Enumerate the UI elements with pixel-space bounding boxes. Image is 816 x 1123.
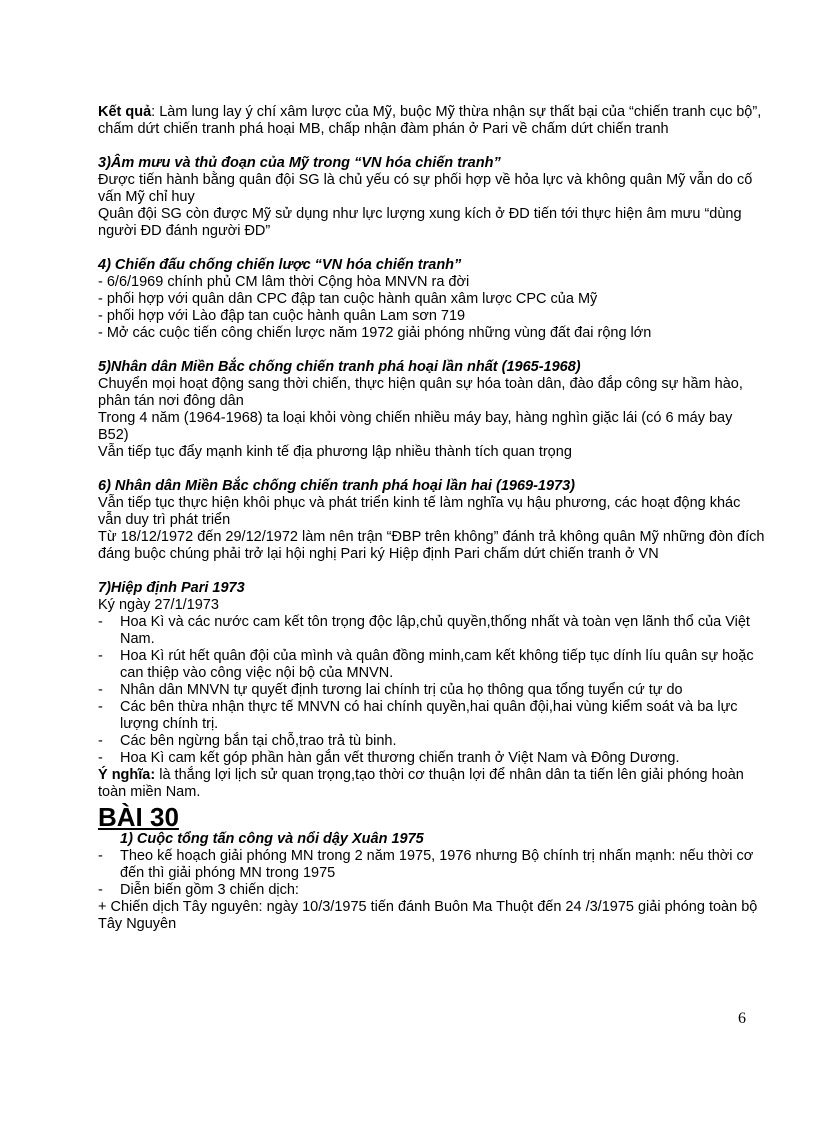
result-label: Kết quả: [98, 104, 152, 120]
dash-bullet: -: [98, 750, 103, 766]
section-6-heading: 6) Nhân dân Miền Bắc chống chiến tranh phá hoại lần hai (1969-1973): [98, 478, 575, 494]
document-page: [98, 104, 766, 933]
result-paragraph: [98, 104, 766, 138]
agreement-item-text: Các bên thừa nhận thực tế MNVN có hai chính quyền,hai quân đội,hai vùng kiểm soát và ba lực lượng chính trị.: [120, 699, 738, 732]
lesson-item: [98, 848, 766, 882]
dash-bullet: -: [98, 682, 103, 698]
dash-bullet: -: [98, 733, 103, 749]
section-5-line: Trong 4 năm (1964-1968) ta loại khỏi vòng chiến nhiều máy bay, hàng nghìn giặc lái (có 6 máy bay B52): [98, 410, 733, 443]
dash-bullet: -: [98, 699, 103, 715]
section-5-heading: 5)Nhân dân Miền Bắc chống chiến tranh phá hoại lần nhất (1965-1968): [98, 359, 581, 375]
section-3-heading: 3)Âm mưu và thủ đoạn của Mỹ trong “VN hóa chiến tranh”: [98, 155, 501, 171]
section-4-line: - Mở các cuộc tiến công chiến lược năm 1972 giải phóng những vùng đất đai rộng lớn: [98, 325, 652, 341]
result-text: : Làm lung lay ý chí xâm lược của Mỹ, buộc Mỹ thừa nhận sự thất bại của “chiến tranh cục bộ”, chấm dứt chiến tranh phá hoại MB, chấp nhận đàm phán ở Pari về chấm dứt chiến tranh: [98, 104, 762, 137]
agreement-item: [98, 682, 766, 699]
lesson-item-text: Diễn biến gồm 3 chiến dịch:: [120, 882, 299, 898]
dash-bullet: -: [98, 848, 103, 864]
dash-bullet: -: [98, 882, 103, 898]
page-number: 6: [738, 1010, 746, 1027]
agreement-item: [98, 699, 766, 733]
section-4-line: - phối hợp với Lào đập tan cuộc hành quân Lam sơn 719: [98, 308, 466, 324]
meaning-text: là thắng lợi lịch sử quan trọng,tạo thời cơ thuận lợi để nhân dân ta tiến lên giải phóng hoàn toàn miền Nam.: [98, 767, 744, 800]
section-6-line: Từ 18/12/1972 đến 29/12/1972 làm nên trận “ĐBP trên không” đánh trả không quân Mỹ những đòn đích đáng buộc chúng phải trở lại hội nghị Pari ký Hiệp định Pari chấm dứt chiến tranh ở VN: [98, 529, 765, 562]
section-7-heading: 7)Hiệp định Pari 1973: [98, 580, 245, 596]
lesson-item: [98, 882, 766, 899]
section-4-line: - phối hợp với quân dân CPC đập tan cuộc hành quân xâm lược CPC của Mỹ: [98, 291, 598, 307]
section-3-line: Quân đội SG còn được Mỹ sử dụng như lực lượng xung kích ở ĐD tiến tới thực hiện âm mưu “dùng người ĐD đánh người ĐD”: [98, 206, 742, 239]
dash-bullet: -: [98, 614, 103, 630]
signing-date: Ký ngày 27/1/1973: [98, 597, 219, 613]
agreement-item: [98, 733, 766, 750]
section-3-line: Được tiến hành bằng quân đội SG là chủ yếu có sự phối hợp về hỏa lực và không quân Mỹ vẫn do cố vấn Mỹ chỉ huy: [98, 172, 753, 205]
section-5-line: Chuyển mọi hoạt động sang thời chiến, thực hiện quân sự hóa toàn dân, đào đắp công sự hầm hào, phân tán nơi đông dân: [98, 376, 743, 409]
agreement-item-text: Hoa Kì rút hết quân đội của mình và quân đồng minh,cam kết không tiếp tục dính líu quân sự hoặc can thiệp vào công việc nội bộ của MNVN.: [120, 648, 754, 681]
section-4-line: - 6/6/1969 chính phủ CM lâm thời Cộng hòa MNVN ra đời: [98, 274, 470, 290]
meaning-paragraph: [98, 767, 766, 801]
agreement-item: [98, 750, 766, 767]
agreement-item-text: Hoa Kì và các nước cam kết tôn trọng độc lập,chủ quyền,thống nhất và toàn vẹn lãnh thổ của Việt Nam.: [120, 614, 750, 647]
agreement-item: [98, 614, 766, 648]
agreement-item-text: Hoa Kì cam kết góp phần hàn gắn vết thương chiến tranh ở Việt Nam và Đông Dương.: [120, 750, 680, 766]
lesson-title: BÀI 30: [98, 802, 179, 832]
agreement-item-text: Các bên ngừng bắn tại chỗ,trao trả tù binh.: [120, 733, 397, 749]
agreement-item-text: Nhân dân MNVN tự quyết định tương lai chính trị của họ thông qua tổng tuyển cứ tự do: [120, 682, 683, 698]
meaning-label: Ý nghĩa:: [98, 767, 156, 783]
section-5-line: Vẫn tiếp tục đẩy mạnh kinh tế địa phương lập nhiều thành tích quan trọng: [98, 444, 572, 460]
section-4-heading: 4) Chiến đấu chống chiến lược “VN hóa chiến tranh”: [98, 257, 462, 273]
agreement-item: [98, 648, 766, 682]
dash-bullet: -: [98, 648, 103, 664]
section-6-line: Vẫn tiếp tục thực hiện khôi phục và phát triển kinh tế làm nghĩa vụ hậu phương, các hoạt động khác vẫn duy trì phát triển: [98, 495, 741, 528]
lesson-sub-heading: 1) Cuộc tổng tấn công và nổi dậy Xuân 1975: [120, 831, 424, 847]
campaign-line: + Chiến dịch Tây nguyên: ngày 10/3/1975 tiến đánh Buôn Ma Thuột đến 24 /3/1975 giải phóng toàn bộ Tây Nguyên: [98, 899, 758, 932]
lesson-item-text: Theo kế hoạch giải phóng MN trong 2 năm 1975, 1976 nhưng Bộ chính trị nhấn mạnh: nếu thời cơ đến thì giải phóng MN trong 1975: [120, 848, 754, 881]
